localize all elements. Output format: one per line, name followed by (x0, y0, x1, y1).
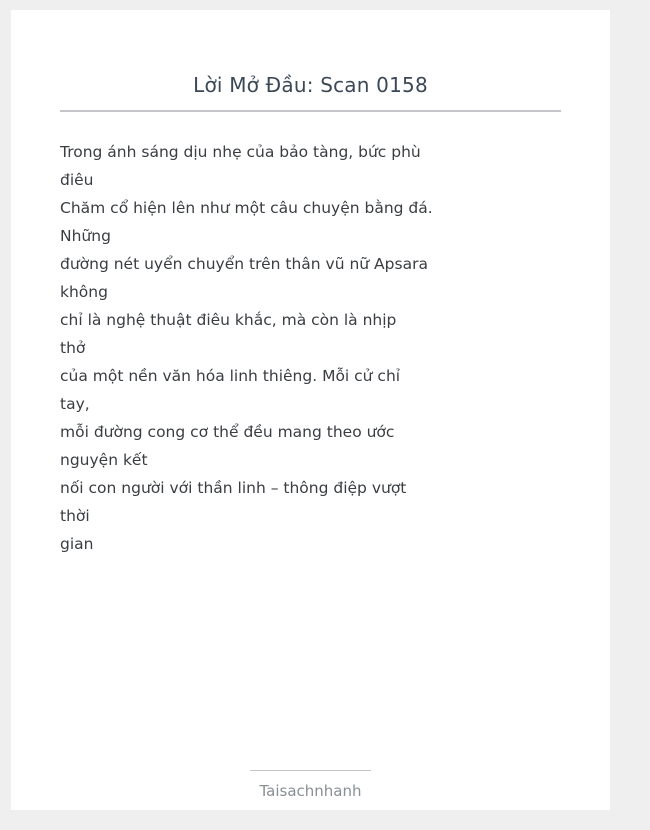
text-line: mỗi đường cong cơ thể đều mang theo ước (60, 423, 395, 441)
text-line: thở (60, 339, 86, 357)
footer-source: Taisachnhanh (259, 782, 362, 800)
text-line: gian (60, 535, 94, 553)
text-line: nối con người với thần linh – thông điệp vượt (60, 479, 407, 497)
title-divider (60, 110, 561, 112)
text-line: điêu (60, 171, 94, 189)
body-text (60, 138, 433, 558)
text-line: chỉ là nghệ thuật điêu khắc, mà còn là nhịp (60, 311, 397, 329)
text-line: tay, (60, 395, 90, 413)
text-line: đường nét uyển chuyển trên thân vũ nữ Apsara (60, 255, 428, 273)
text-line: nguyện kết (60, 451, 148, 469)
text-line: Chăm cổ hiện lên như một câu chuyện bằng đá. (60, 199, 433, 217)
text-line: của một nền văn hóa linh thiêng. Mỗi cử chỉ (60, 367, 401, 385)
page-title: Lời Mở Đầu: Scan 0158 (193, 73, 428, 97)
text-line: Trong ánh sáng dịu nhẹ của bảo tàng, bức phù (60, 143, 421, 161)
footer-divider (250, 770, 371, 771)
text-line: thời (60, 507, 90, 525)
document-page (11, 10, 610, 810)
text-line: không (60, 283, 108, 301)
text-line: Những (60, 227, 111, 245)
